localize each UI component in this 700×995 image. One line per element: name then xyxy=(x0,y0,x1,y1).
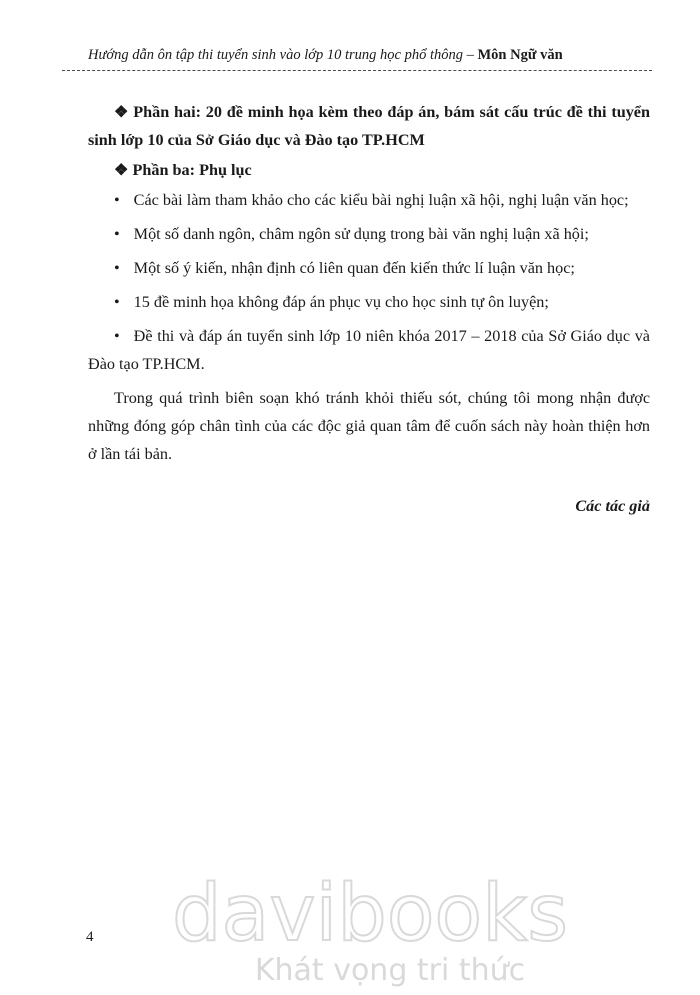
list-item xyxy=(88,220,650,248)
list-item xyxy=(88,288,650,316)
bullet-icon: • xyxy=(114,293,120,311)
list-item-text: Đề thi và đáp án tuyển sinh lớp 10 niên khóa 2017 – 2018 của Sở Giáo dục và Đào tạo TP.HCM. xyxy=(88,327,650,373)
list-item-text: 15 đề minh họa không đáp án phục vụ cho học sinh tự ôn luyện; xyxy=(133,293,549,311)
watermark-brand-text: davibooks xyxy=(172,869,568,959)
bullet-icon: • xyxy=(114,259,120,277)
watermark-tagline-text: Khát vọng tri thức xyxy=(254,953,526,988)
bullet-icon: • xyxy=(114,191,120,209)
section-heading-part-three xyxy=(88,156,650,184)
davibooks-watermark-logo xyxy=(140,860,600,990)
page-number: 4 xyxy=(86,929,94,945)
running-header-separator: – xyxy=(463,47,478,63)
section-heading-part-two-text: Phần hai: 20 đề minh họa kèm theo đáp án, bám sát cấu trúc đề thi tuyển sinh lớp 10 của Sở Giáo dục và Đào tạo TP.HCM xyxy=(88,103,650,149)
diamond-bullet-icon: ❖ xyxy=(114,161,129,179)
list-item xyxy=(88,186,650,214)
list-item xyxy=(88,254,650,282)
page-body xyxy=(88,98,650,536)
header-divider xyxy=(62,70,652,71)
closing-paragraph: Trong quá trình biên soạn khó tránh khỏi thiếu sót, chúng tôi mong nhận được những đóng góp chân tình của các độc giả quan tâm để cuốn sách này hoàn thiện hơn ở lần tái bản. xyxy=(88,389,650,463)
list-item-text: Một số danh ngôn, châm ngôn sử dụng trong bài văn nghị luận xã hội; xyxy=(133,225,589,243)
running-header-subject: Môn Ngữ văn xyxy=(477,47,563,63)
diamond-bullet-icon: ❖ xyxy=(114,103,130,121)
list-item-text: Các bài làm tham khảo cho các kiểu bài nghị luận xã hội, nghị luận văn học; xyxy=(133,191,629,209)
signature: Các tác giả xyxy=(575,497,650,515)
bullet-icon: • xyxy=(114,225,120,243)
bullet-icon: • xyxy=(114,327,120,345)
section-heading-part-two xyxy=(88,98,650,154)
running-header xyxy=(88,47,652,64)
running-header-book-title: Hướng dẫn ôn tập thi tuyển sinh vào lớp 10 trung học phổ thông xyxy=(88,47,463,63)
appendix-list xyxy=(88,186,650,378)
list-item-text: Một số ý kiến, nhận định có liên quan đến kiến thức lí luận văn học; xyxy=(133,259,575,277)
section-heading-part-three-text: Phần ba: Phụ lục xyxy=(132,161,252,179)
list-item xyxy=(88,322,650,378)
